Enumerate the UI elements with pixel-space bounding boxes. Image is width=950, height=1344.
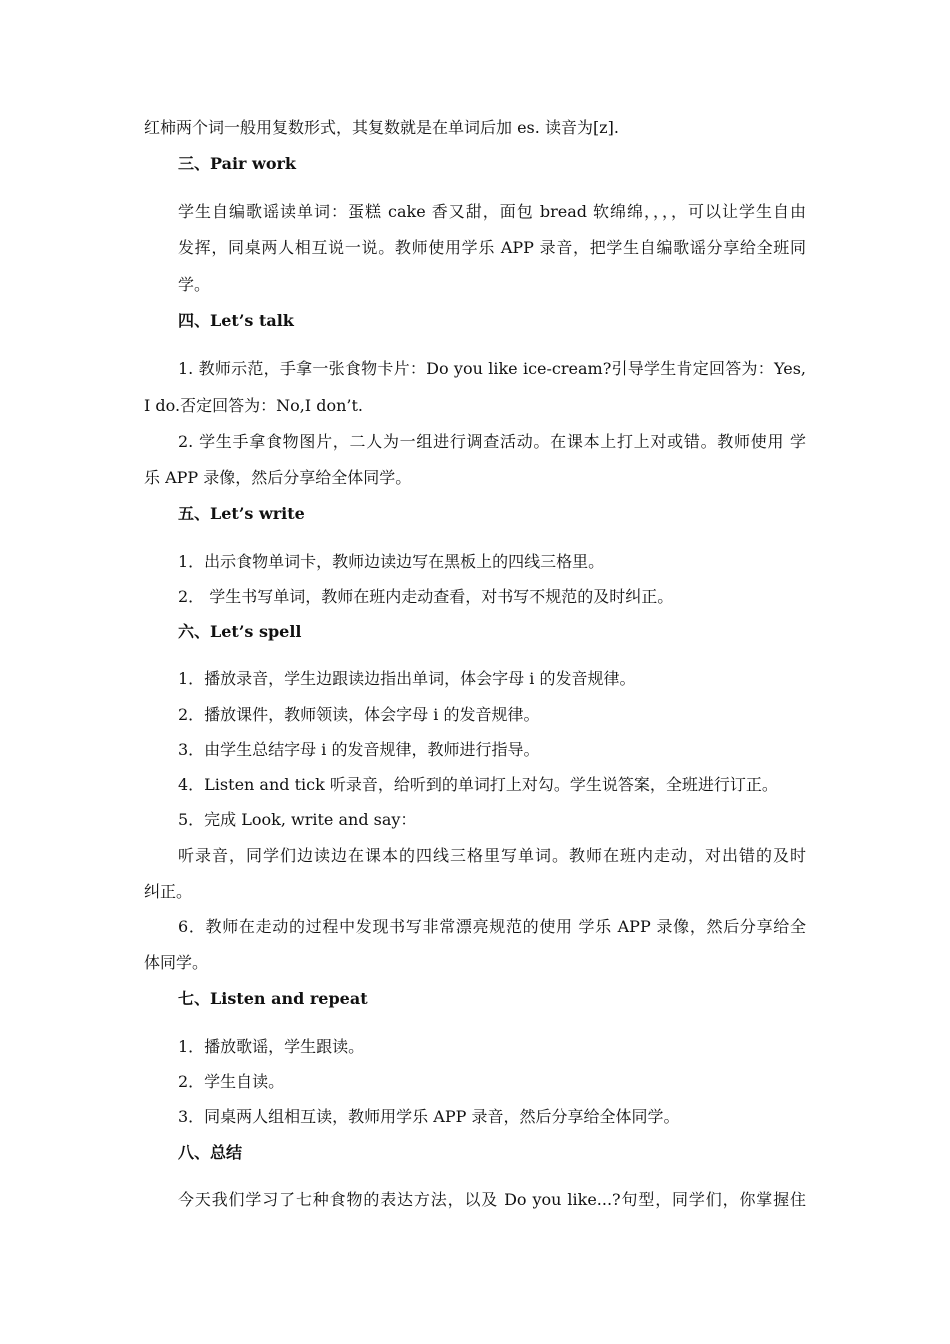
section-heading-summary: 八、总结: [178, 1143, 243, 1162]
list-item: 3．由学生总结字母 i 的发音规律，教师进行指导。: [178, 740, 540, 759]
section-heading-listen-and-repeat: 七、Listen and repeat: [178, 989, 368, 1008]
list-item-continuation: 乐 APP 录像，然后分享给全体同学。: [144, 468, 412, 487]
list-item: 2．学生自读。: [178, 1072, 285, 1091]
list-item: 1. 教师示范，手拿一张食物卡片：Do you like ice-cream?引导学生肯定回答为：Yes,: [178, 359, 806, 378]
list-item: 2．播放课件，教师领读，体会字母 i 的发音规律。: [178, 705, 540, 724]
paragraph-line: 今天我们学习了七种食物的表达方法，以及 Do you like...?句型，同学们，你掌握住: [178, 1190, 806, 1209]
section-heading-lets-talk: 四、Let’s talk: [178, 311, 294, 330]
paragraph-line: 红柿两个词一般用复数形式，其复数就是在单词后加 es. 读音为[z].: [144, 118, 619, 137]
list-item: 2. 学生手拿食物图片，二人为一组进行调查活动。在课本上打上对或错。教师使用 学: [178, 432, 806, 451]
paragraph-line: 发挥，同桌两人相互说一说。教师使用学乐 APP 录音，把学生自编歌谣分享给全班同: [178, 238, 806, 257]
list-item: 5．完成 Look, write and say：: [178, 810, 417, 829]
list-item: 6．教师在走动的过程中发现书写非常漂亮规范的使用 学乐 APP 录像，然后分享给全: [178, 917, 806, 936]
list-item: 3．同桌两人组相互读，教师用学乐 APP 录音，然后分享给全体同学。: [178, 1107, 680, 1126]
paragraph-line: 纠正。: [144, 882, 193, 901]
list-item-continuation: I do.否定回答为：No,I don’t.: [144, 396, 363, 415]
list-item: 1．出示食物单词卡，教师边读边写在黑板上的四线三格里。: [178, 552, 605, 571]
section-heading-pair-work: 三、Pair work: [178, 154, 297, 173]
paragraph-line: 学。: [178, 275, 211, 294]
paragraph-line: 听录音，同学们边读边在课本的四线三格里写单词。教师在班内走动，对出错的及时: [178, 846, 806, 865]
list-item-continuation: 体同学。: [144, 953, 209, 972]
section-heading-lets-write: 五、Let’s write: [178, 504, 305, 523]
list-item: 1．播放录音，学生边跟读边指出单词，体会字母 i 的发音规律。: [178, 669, 636, 688]
list-item: 1．播放歌谣，学生跟读。: [178, 1037, 365, 1056]
section-heading-lets-spell: 六、Let’s spell: [178, 622, 302, 641]
paragraph-line: 学生自编歌谣读单词：蛋糕 cake 香又甜，面包 bread 软绵绵，，，，可以让学生自由: [178, 202, 806, 221]
list-item: 2． 学生书写单词，教师在班内走动查看，对书写不规范的及时纠正。: [178, 587, 674, 606]
list-item: 4．Listen and tick 听录音，给听到的单词打上对勾。学生说答案，全班进行订正。: [178, 775, 778, 794]
